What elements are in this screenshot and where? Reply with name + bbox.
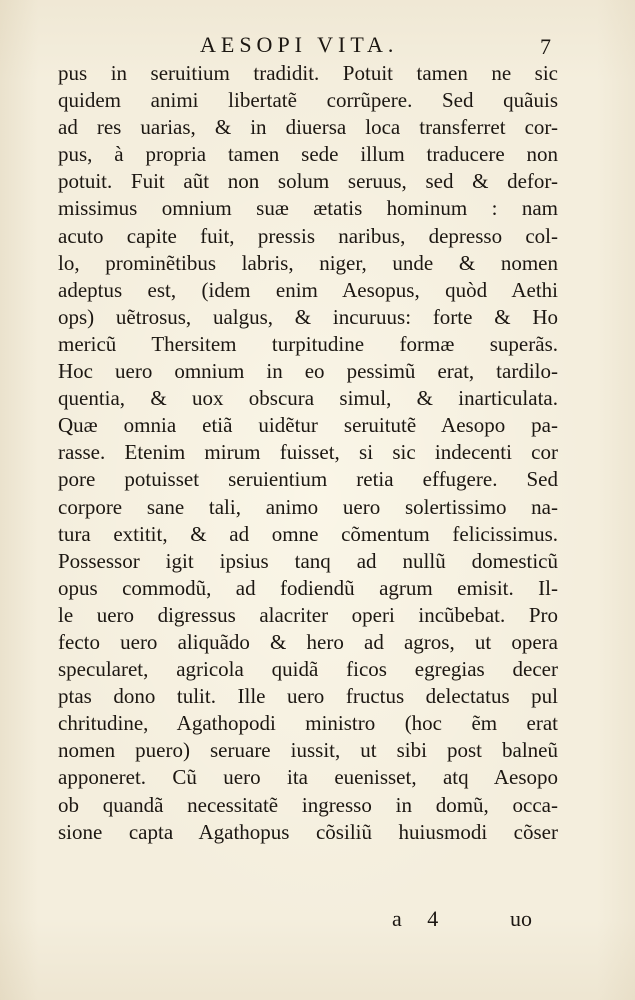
text-line: Hoc uero omnium in eo pessimũ erat, tardilo-	[58, 359, 558, 384]
text-line: ops) uẽtrosus, ualgus, & incuruus: forte & Ho	[58, 304, 558, 329]
text-line: quidem animi libertatẽ corrũpere. Sed quãuis	[58, 88, 558, 113]
text-line: specularet, agricola quidã ficos egregias decer	[58, 657, 558, 682]
text-line: apponeret. Cũ uero ita euenisset, atq Aesopo	[58, 765, 558, 790]
text-line: quentia, & uox obscura simul, & inarticulata.	[58, 386, 558, 411]
text-line: pus in seruitium tradidit. Potuit tamen ne sic	[58, 61, 558, 85]
text-line: lo, prominẽtibus labris, niger, unde & nomen	[58, 250, 558, 275]
text-line: pore potuisset seruientium retia effugere. Sed	[58, 467, 558, 492]
text-line: rasse. Etenim mirum fuisset, si sic indecenti cor	[58, 440, 558, 465]
text-line: missimus omnium suæ ætatis hominum : nam	[58, 196, 558, 221]
text-line: fecto uero aliquãdo & hero ad agros, ut opera	[58, 629, 558, 654]
signature-mark: a 4	[392, 906, 449, 931]
text-line: pus, à propria tamen sede illum traducere non	[58, 142, 558, 167]
text-line: mericũ Thersitem turpitudine formæ superãs.	[58, 331, 558, 356]
text-line: ob quandã necessitatẽ ingresso in domũ, occa-	[58, 792, 558, 817]
text-line: acuto capite fuit, pressis naribus, depresso col-	[58, 223, 558, 248]
body-text	[58, 60, 558, 846]
text-line: ptas dono tulit. Ille uero fructus delectatus pul	[58, 684, 558, 709]
text-line: ad res uarias, & in diuersa loca transferret cor-	[58, 115, 558, 140]
running-title: AESOPI VITA.	[200, 32, 399, 57]
text-line: le uero digressus alacriter operi incũbebat. Pro	[58, 602, 558, 627]
text-line: nomen puero) seruare iussit, ut sibi post balneũ	[58, 738, 558, 763]
text-line: corpore sane tali, animo uero solertissimo na-	[58, 494, 558, 519]
text-line: opus commodũ, ad fodiendũ agrum emisit. Il-	[58, 575, 558, 600]
text-line: Quæ omnia etiã uidẽtur seruitutẽ Aesopo pa-	[58, 413, 558, 438]
text-line: potuit. Fuit aũt non solum seruus, sed & defor-	[58, 169, 558, 194]
text-line: sione capta Agathopus cõsiliũ huiusmodi cõser	[58, 819, 558, 844]
text-line: Possessor igit ipsius tanq ad nullũ domesticũ	[58, 548, 558, 573]
text-line: tura extitit, & ad omne cõmentum felicissimus.	[58, 521, 558, 546]
page-footer	[0, 903, 635, 935]
text-line: chritudine, Agathopodi ministro (hoc ẽm erat	[58, 711, 558, 736]
page-header	[0, 30, 635, 60]
catchword: uo	[510, 906, 532, 931]
text-line: adeptus est, (idem enim Aesopus, quòd Aethi	[58, 277, 558, 302]
page-number: 7	[540, 34, 551, 59]
